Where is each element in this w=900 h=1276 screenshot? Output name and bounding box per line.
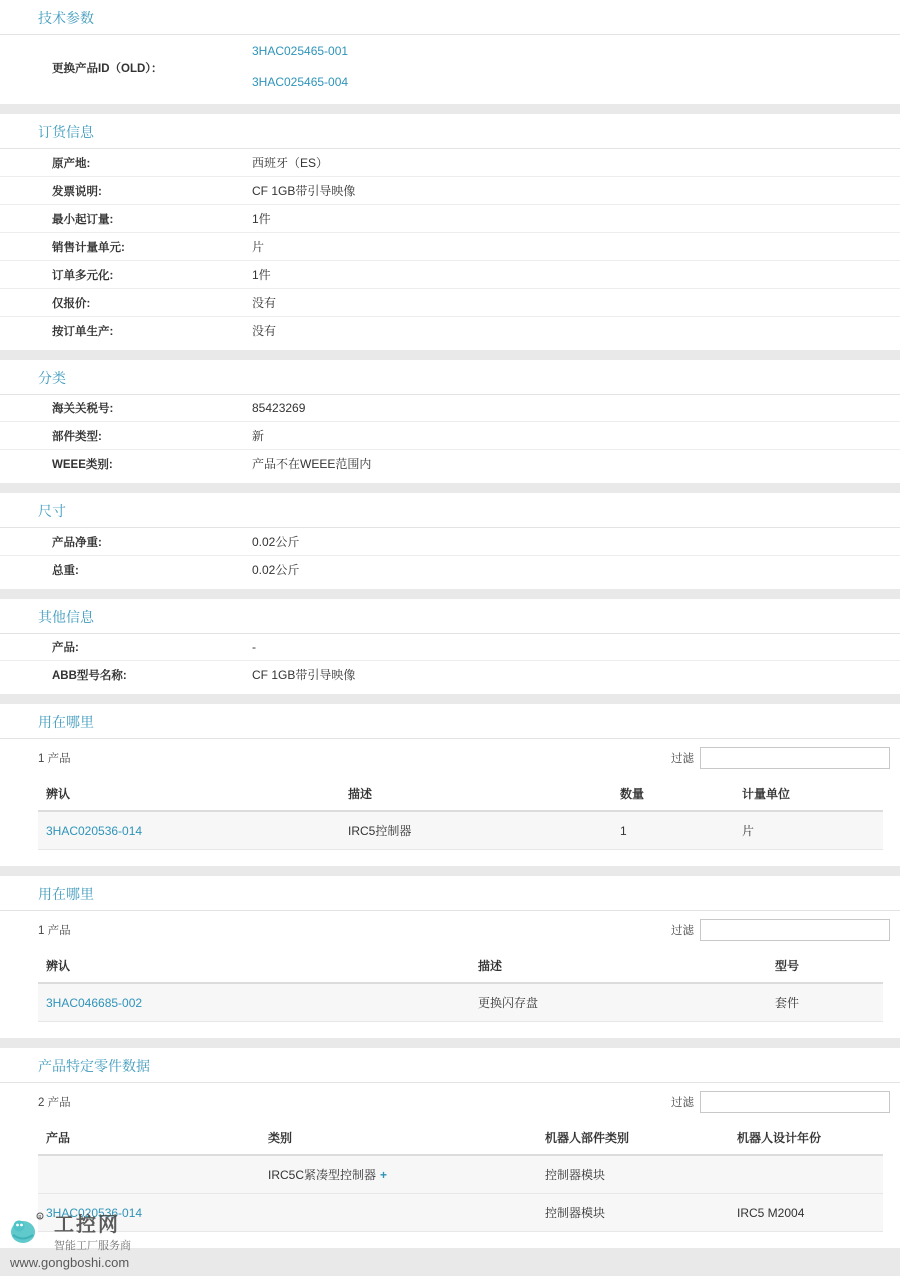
field-label: 订单多元化: bbox=[52, 269, 114, 282]
field-value: 产品不在WEEE范围内 bbox=[252, 457, 372, 471]
filter-label: 过滤 bbox=[671, 925, 694, 937]
section-title-other: 其他信息 bbox=[0, 599, 900, 634]
table-row bbox=[38, 1155, 883, 1194]
table-toolbar bbox=[0, 911, 900, 949]
column-header: 数量 bbox=[612, 777, 734, 811]
field-label: 按订单生产: bbox=[52, 325, 114, 338]
section-title-specific-part-data: 产品特定零件数据 bbox=[0, 1048, 900, 1083]
cell-identifier-link[interactable]: 3HAC020536-014 bbox=[38, 811, 340, 850]
column-header: 描述 bbox=[340, 777, 612, 811]
table-header-row bbox=[38, 949, 883, 983]
table-row bbox=[0, 205, 900, 233]
column-header: 机器人部件类别 bbox=[537, 1121, 729, 1155]
field-value: 1件 bbox=[252, 268, 271, 282]
table-row bbox=[0, 395, 900, 422]
cell-robot-part-category: 控制器模块 bbox=[537, 1194, 729, 1232]
section-where-used-2 bbox=[0, 876, 900, 1038]
field-value-group bbox=[252, 35, 900, 98]
table-row bbox=[0, 177, 900, 205]
section-where-used-1 bbox=[0, 704, 900, 866]
column-header: 计量单位 bbox=[734, 777, 883, 811]
cell-quantity: 1 bbox=[612, 811, 734, 850]
table-row bbox=[38, 983, 883, 1022]
filter-group bbox=[671, 1091, 890, 1113]
section-specific-part-data bbox=[0, 1048, 900, 1248]
field-label: 海关关税号: bbox=[52, 403, 114, 415]
field-label: 原产地: bbox=[52, 157, 91, 170]
table-bottom-spacer bbox=[0, 1022, 900, 1032]
result-count: 1 产品 bbox=[38, 753, 71, 765]
table-toolbar bbox=[0, 739, 900, 777]
table-row bbox=[0, 149, 900, 177]
filter-input[interactable] bbox=[700, 747, 890, 769]
cell-description: IRC5控制器 bbox=[340, 811, 612, 850]
link-replacement-id-1[interactable]: 3HAC025465-001 bbox=[252, 44, 349, 58]
cell-type: 套件 bbox=[767, 983, 883, 1022]
table-bottom-spacer bbox=[0, 850, 900, 860]
row-replacement-product-id bbox=[0, 35, 900, 98]
table-row bbox=[38, 811, 883, 850]
cell-robot-part-category: 控制器模块 bbox=[537, 1155, 729, 1194]
field-value: 西班牙（ES） bbox=[252, 156, 329, 170]
table-row bbox=[38, 1194, 883, 1232]
section-technical-parameters bbox=[0, 0, 900, 104]
table-row bbox=[0, 317, 900, 344]
table-row bbox=[0, 233, 900, 261]
watermark-line-1: 工控网 bbox=[54, 1214, 120, 1236]
field-label: 更换产品ID（OLD）： bbox=[52, 62, 163, 75]
table-row bbox=[0, 528, 900, 556]
field-label: 最小起订量: bbox=[52, 213, 114, 226]
cell-category bbox=[260, 1194, 537, 1232]
field-label: 销售计量单元: bbox=[52, 241, 125, 254]
cell-description: 更换闪存盘 bbox=[470, 983, 767, 1022]
column-header: 机器人设计年份 bbox=[729, 1121, 883, 1155]
filter-input[interactable] bbox=[700, 1091, 890, 1113]
table-row bbox=[0, 261, 900, 289]
watermark-line-2: 智能工厂服务商 bbox=[54, 1240, 131, 1252]
section-title-dimensions: 尺寸 bbox=[0, 493, 900, 528]
cell-unit: 片 bbox=[734, 811, 883, 850]
cell-product[interactable]: 3HAC020536-014 bbox=[38, 1194, 260, 1232]
field-value: CF 1GB带引导映像 bbox=[252, 184, 356, 198]
field-value: 新 bbox=[252, 429, 265, 443]
field-label: 仅报价: bbox=[52, 297, 91, 310]
table-row bbox=[0, 422, 900, 450]
section-title-classification: 分类 bbox=[0, 360, 900, 395]
field-label: 产品: bbox=[52, 642, 79, 654]
section-title-order: 订货信息 bbox=[0, 114, 900, 149]
filter-input[interactable] bbox=[700, 919, 890, 941]
column-header: 类别 bbox=[260, 1121, 537, 1155]
field-value: 0.02公斤 bbox=[252, 535, 300, 549]
table-header-row bbox=[38, 777, 883, 811]
table-bottom-spacer bbox=[0, 1232, 900, 1242]
section-title-where-used-2: 用在哪里 bbox=[0, 876, 900, 911]
section-title-where-used-1: 用在哪里 bbox=[0, 704, 900, 739]
watermark-line-3: www.gongboshi.com bbox=[10, 1255, 130, 1270]
table-header-row bbox=[38, 1121, 883, 1155]
field-label: 总重: bbox=[52, 564, 79, 577]
field-value: - bbox=[252, 640, 256, 654]
field-value: 没有 bbox=[252, 296, 277, 310]
table-row bbox=[0, 289, 900, 317]
field-label: ABB型号名称: bbox=[52, 669, 127, 682]
field-label: 部件类型: bbox=[52, 430, 102, 443]
cell-identifier-link[interactable]: 3HAC046685-002 bbox=[38, 983, 470, 1022]
cell-robot-design-year bbox=[729, 1155, 883, 1194]
column-header: 辨认 bbox=[38, 949, 470, 983]
section-title-technical: 技术参数 bbox=[0, 0, 900, 35]
result-count: 1 产品 bbox=[38, 925, 71, 937]
field-value: 片 bbox=[252, 240, 265, 254]
section-order-info bbox=[0, 114, 900, 350]
cell-robot-design-year: IRC5 M2004 bbox=[729, 1194, 883, 1232]
table-row bbox=[0, 661, 900, 688]
section-classification bbox=[0, 360, 900, 483]
column-header: 产品 bbox=[38, 1121, 260, 1155]
column-header: 型号 bbox=[767, 949, 883, 983]
field-label: 发票说明: bbox=[52, 185, 102, 198]
field-value: 没有 bbox=[252, 324, 277, 338]
svg-text:R: R bbox=[38, 1215, 42, 1221]
link-replacement-id-2[interactable]: 3HAC025465-004 bbox=[252, 75, 349, 89]
cell-category bbox=[260, 1155, 537, 1194]
where-used-table-2 bbox=[38, 949, 883, 1022]
filter-group bbox=[671, 919, 890, 941]
field-value: 0.02公斤 bbox=[252, 563, 300, 577]
cell-category-text: IRC5C紧凑型控制器 bbox=[268, 1168, 377, 1182]
specific-part-data-table bbox=[38, 1121, 883, 1232]
table-toolbar bbox=[0, 1083, 900, 1121]
field-value: 1件 bbox=[252, 212, 271, 226]
section-dimensions bbox=[0, 493, 900, 589]
field-label: WEEE类别: bbox=[52, 458, 113, 471]
column-header: 辨认 bbox=[38, 777, 340, 811]
field-value: CF 1GB带引导映像 bbox=[252, 668, 356, 682]
footer-spacer bbox=[0, 1258, 900, 1276]
filter-label: 过滤 bbox=[671, 1097, 694, 1109]
result-count: 2 产品 bbox=[38, 1097, 71, 1109]
field-label: 产品净重: bbox=[52, 536, 102, 549]
column-header: 描述 bbox=[470, 949, 767, 983]
filter-label: 过滤 bbox=[671, 753, 694, 765]
where-used-table-1 bbox=[38, 777, 883, 850]
filter-group bbox=[671, 747, 890, 769]
table-row bbox=[0, 450, 900, 477]
table-row bbox=[0, 634, 900, 661]
plus-icon[interactable]: + bbox=[380, 1168, 388, 1182]
field-value: 85423269 bbox=[252, 401, 306, 415]
cell-product[interactable] bbox=[38, 1155, 260, 1194]
table-row bbox=[0, 556, 900, 583]
section-other-info bbox=[0, 599, 900, 694]
